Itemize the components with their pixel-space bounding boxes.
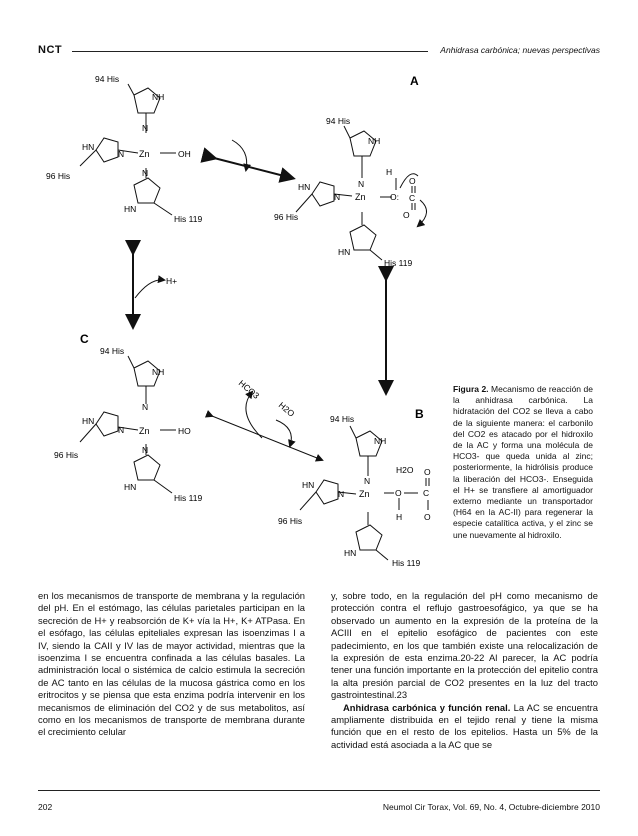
h-label: H: [386, 167, 393, 177]
nh-label: NH: [374, 436, 387, 446]
n-label: N: [358, 179, 365, 189]
his96-label: 96 His: [46, 171, 71, 181]
journal-abbrev: NCT: [38, 44, 63, 56]
h-plus-label: H+: [166, 276, 178, 286]
his96-label: 96 His: [278, 516, 303, 526]
his119-label: His 119: [174, 493, 203, 503]
o-label: O: [409, 176, 416, 186]
n-label: N: [364, 476, 371, 486]
figure-caption-text: Mecanismo de reacción de la anhidrasa carbónica. La hidratación del CO2 se lleva a cabo de la siguiente manera: el carbonilo del CO2 es atacado por el hidroxilo de la AC y forma una molécula de HCO3- que queda unida al zinc; posteriormente, la hidrólisis produce la liberación del HCO3-. Enseguida el H+ se transfiere al amortiguador externo mediante un transportador (H64 en la AC-II) para regenerar la especie catalítica activa, y el zinc se une nuevamente al hidroxilo.: [453, 384, 593, 540]
header-rule: [72, 51, 428, 52]
o-label: O: [395, 488, 402, 498]
hco3-label: HCO3: [236, 377, 262, 401]
o-label: O: [424, 512, 431, 522]
his96-label: 96 His: [54, 450, 79, 460]
n-label: N: [142, 445, 149, 455]
his94-label: 94 His: [326, 116, 351, 126]
c-label: C: [423, 488, 430, 498]
body-column-right: [331, 590, 598, 751]
hn-label: HN: [82, 416, 95, 426]
panel-label-a: A: [410, 74, 419, 88]
hn-label: HN: [124, 482, 137, 492]
panel-label-c: C: [80, 332, 89, 346]
hn-label: HN: [82, 142, 95, 152]
figure-caption: [453, 384, 593, 541]
zn-label: Zn: [139, 426, 150, 436]
paragraph: [331, 702, 598, 752]
his119-label: His 119: [384, 258, 413, 268]
n-label: N: [334, 192, 341, 202]
nh-label: NH: [152, 92, 165, 102]
zn-label: Zn: [139, 149, 150, 159]
hn-label: HN: [338, 247, 351, 257]
his96-label: 96 His: [274, 212, 299, 222]
reaction-arrows: [133, 140, 386, 460]
body-column-left: [38, 590, 305, 739]
o-label: O: [403, 210, 410, 220]
journal-citation: Neumol Cir Torax, Vol. 69, No. 4, Octubre-diciembre 2010: [382, 802, 600, 812]
paragraph: y, sobre todo, en la regulación del pH como mecanismo de protección contra el reflujo gastroesofágico, ya que se ha observado un aumento en la expresión de la proteína de la ACIII en el epitelio esofágico de pacientes con este padecimiento, en los que también existe una relocalización de la expresión de esta enzima.20-22 Al parecer, la AC podría tener una función importante en la protección del epitelio contra la alta presión parcial de CO2 presentes en la luz del tracto gastrointestinal.23: [331, 590, 598, 701]
n-label: N: [118, 425, 125, 435]
his94-label: 94 His: [95, 74, 120, 84]
paragraph: en los mecanismos de transporte de membrana y la regulación del pH. En el estómago, las células parietales participan en la secreción de H+ y reabsorción de K+ vía la H+, K+ ATPasa. En el esófago, las células epiteliales expresan las isoenzimas I a IV, siendo la CAII y IV las de mayor actividad, mientras que la isoenzima I se encuentra confinada a las células basales. La administración local o sistémica de calcio estimula la secreción de AC tanto en las células de la mucosa gástrica como en los eritrocitos y se piensa que esta enzima podría intervenir en los mecanismos de eliminación del CO2 y de sus metabolitos, así como en los mecanismos de transporte de membrana durante el crecimiento celular: [38, 590, 305, 738]
nh-label: NH: [368, 136, 381, 146]
n-label: N: [142, 402, 149, 412]
c-label: C: [409, 193, 416, 203]
o-colon-label: O:: [390, 192, 399, 202]
structure-zn-hydroxide: [80, 84, 176, 215]
his119-label: His 119: [392, 558, 421, 568]
h2o-label: H2O: [396, 465, 414, 475]
h2o-label: H2O: [276, 399, 297, 419]
section-heading: Anhidrasa carbónica y función renal.: [343, 701, 511, 713]
h-label: H: [396, 512, 403, 522]
hn-label: HN: [298, 182, 311, 192]
his94-label: 94 His: [330, 414, 355, 424]
nh-label: NH: [152, 367, 165, 377]
zn-label: Zn: [359, 489, 370, 499]
figure-label: Figura 2.: [453, 384, 489, 394]
his94-label: 94 His: [100, 346, 125, 356]
n-label: N: [142, 123, 149, 133]
hn-label: HN: [344, 548, 357, 558]
zn-label: Zn: [355, 192, 366, 202]
hn-label: HN: [124, 204, 137, 214]
n-label: N: [142, 168, 149, 178]
hn-label: HN: [302, 480, 315, 490]
ho2-label: HO: [178, 426, 191, 436]
footer-rule: [38, 790, 600, 791]
n-label: N: [338, 489, 345, 499]
paragraph-text: La AC se encuentra ampliamente distribuida en el tejido renal y tiene la misma función que en el resto de los epitelios. Hasta un 5% de la actividad está asociada a la AC que se: [331, 701, 598, 750]
page-number: 202: [38, 802, 53, 812]
panel-label-b: B: [415, 407, 424, 421]
running-title: Anhidrasa carbónica; nuevas perspectivas: [440, 45, 600, 55]
oh-label: OH: [178, 149, 191, 159]
n-label: N: [118, 149, 125, 159]
his119-label: His 119: [174, 214, 203, 224]
o-label: O: [424, 467, 431, 477]
